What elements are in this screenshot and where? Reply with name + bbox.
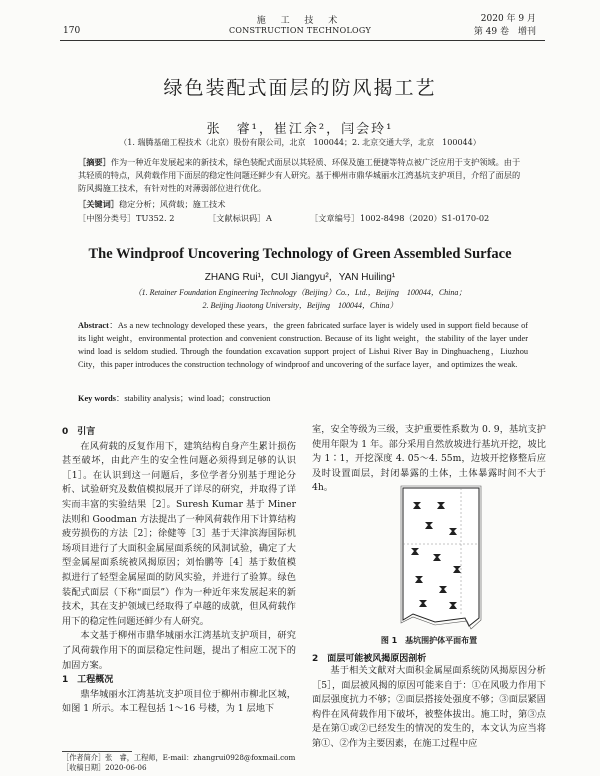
page-number: 170 (63, 26, 81, 36)
footnote-date (62, 763, 147, 772)
paragraph-cause-analysis: 基于相关文献对大面积金属屋面系统防风揭原因分析［5］，面层被风揭的原因可能来自于：①在风吸力作用下面层强度抗力不够；②面层搭接处强度不够；③面层紧固构件在风荷载作用下破坏，被整体拔出。施工时，第③点是在第①或②已经发生的情况的发生的，本文认为应当将第①、②作为主要因素，在施工过程中应 (312, 665, 546, 749)
clc-label: ［中图分类号］ (78, 213, 136, 223)
doc-label: ［文献标识码］ (208, 213, 266, 223)
art-label: ［文章编号］ (310, 213, 360, 223)
journal-name-en: CONSTRUCTION TECHNOLOGY (228, 26, 372, 35)
affiliation-cn: （1. 瑞腾基础工程技术（北京）股份有限公司，北京 100044；2. 北京交通大学，北京 100044） (119, 138, 481, 147)
footnote-author-text: 张 睿，工程师，E-mail：zhangrui0928@foxmail.com (105, 753, 296, 762)
figure-1-site-plan (395, 484, 487, 630)
footnote-rule (62, 751, 132, 752)
section-heading-0: 0 引言 (62, 427, 96, 437)
abstract-cn (78, 156, 528, 195)
page-title-cn: 绿色装配式面层的防风揭工艺 (163, 77, 437, 99)
footnote-date-text: 2020-06-06 (105, 763, 147, 772)
abstract-cn-text: 作为一种近年发展起来的新技术，绿色装配式面层以其轻质、环保及施工便捷等特点被广泛应用于支护领域。由于其轻质的特点，风荷载作用下面层的稳定性问题还鲜少有人研究。基于柳州市鼎华城丽水江湾基坑支护项目，介绍了面层的防风揭施工技术，有针对性的对薄弱部位进行优化。 (78, 157, 521, 193)
issue-info (474, 13, 536, 39)
header-rule (60, 40, 545, 41)
keywords-en-label: Key words (78, 394, 117, 403)
paragraph-continued: 室，安全等级为三级，支护重要性系数为 0. 9，基坑支护使用年限为 1 年。部分采用自然放坡进行基坑开挖，坡比为 1∶1，开挖深度 4. 05～4. 55m，边坡开挖修整后应及时设置面层，封闭暴露的土体，土体暴露时间不大于 4h。 (312, 424, 546, 494)
affiliation-en-1: （1. Retainer Foundation Engineering Technology（Beijing）Co.，Ltd.，Beijing 100044，China； (133, 288, 467, 297)
keywords-cn (78, 198, 528, 211)
art-value: 1002-8498（2020）S1-0170-02 (360, 213, 490, 223)
keywords-en (78, 392, 528, 404)
authors-cn: 张 睿¹，崔江余²，闫会玲¹ (206, 122, 394, 137)
body-right-column-lower (312, 664, 546, 752)
body-left-column (62, 425, 296, 717)
footnote-author-label: ［作者简介］ (62, 753, 106, 762)
section-heading-1: 1 工程概况 (62, 675, 114, 686)
abstract-en (78, 319, 528, 371)
keywords-cn-text: 稳定分析；风荷载；施工技术 (118, 199, 226, 209)
issue-date: 2020 年 9 月 (480, 14, 536, 24)
authors-en: ZHANG Rui¹，CUI Jiangyu²，YAN Huiling¹ (204, 272, 396, 283)
affiliation-en-2: 2. Beijing Jiaotong University，Beijing 100044，China） (202, 301, 398, 310)
paragraph-intro-2: 本文基于柳州市鼎华城丽水江湾基坑支护项目，研究了风荷载作用下的面层稳定性问题，提出了相应工况下的加固方案。 (62, 630, 296, 671)
keywords-en-text: ：stability analysis；wind load；construction (116, 394, 271, 403)
paragraph-intro-1: 在风荷载的反复作用下，建筑结构自身产生累计损伤甚至破坏，由此产生的安全性问题必须得到足够的认识［1］。在认识到这一问题后，多位学者分别基于理论分析、试验研究及数值模拟展开了详尽的研究，并取得了详实而丰富的实验结果［2］。Suresh Kumar 基于 Miner 法则和 Goodman 方法提出了一种风荷载作用下计算结构疲劳损伤的方法［2］；徐健等［3］基于天津滨海国际机场项目进行了大面积金属屋面系统的风洞试验，确定了大型金属屋面系统被风揭原因；刘怡鹏等［4］基于数值模拟进行了轻型金属屋面的防风实验，并进行了验算。绿色装配式面层（下称“面层”）作为一种近年来发展起来的新技术，其在支护领域已经取得了卓越的成就，但风荷载作用下的稳定性问题还鲜少有人研究。 (62, 440, 296, 627)
journal-name-cn: 施 工 技 术 (256, 16, 344, 26)
abstract-en-text: ：As a new technology developed these years，the green fabricated surface layer is widely used in support field because of its light weight，environmental protection and convenient construction. Because of its light weight，the stability of the layer under wind load is seldom studied. Through the foundation excavation support project of Lishui River Bay in Dinghuacheng，Liuzhou City，this paper introduces the construction technology of windproof and uncovering of the surface layer，and optimizes the weak. (78, 321, 528, 369)
figure-1-caption: 图 1 基坑围护体平面布置 (380, 636, 478, 645)
abstract-en-label: Abstract (78, 321, 109, 330)
clc-value: TU352. 2 (136, 213, 175, 223)
keywords-cn-label: ［关键词］ (78, 199, 119, 209)
abstract-cn-label: ［摘要］ (78, 157, 111, 167)
issue-volume: 第 49 卷 增刊 (473, 27, 536, 37)
footnote-author (62, 753, 295, 762)
page-title-en: The Windproof Uncovering Technology of Green Assembled Surface (88, 246, 512, 262)
section-heading-2: 2 面层可能被风揭原因剖析 (312, 654, 427, 664)
footnote-date-label: ［收稿日期］ (62, 763, 106, 772)
doc-value: A (266, 213, 272, 223)
paragraph-overview: 鼎华城丽水江湾基坑支护项目位于柳州市柳北区城，如图 1 所示。本工程包括 1～16 号楼，为 1 层地下 (62, 688, 296, 715)
